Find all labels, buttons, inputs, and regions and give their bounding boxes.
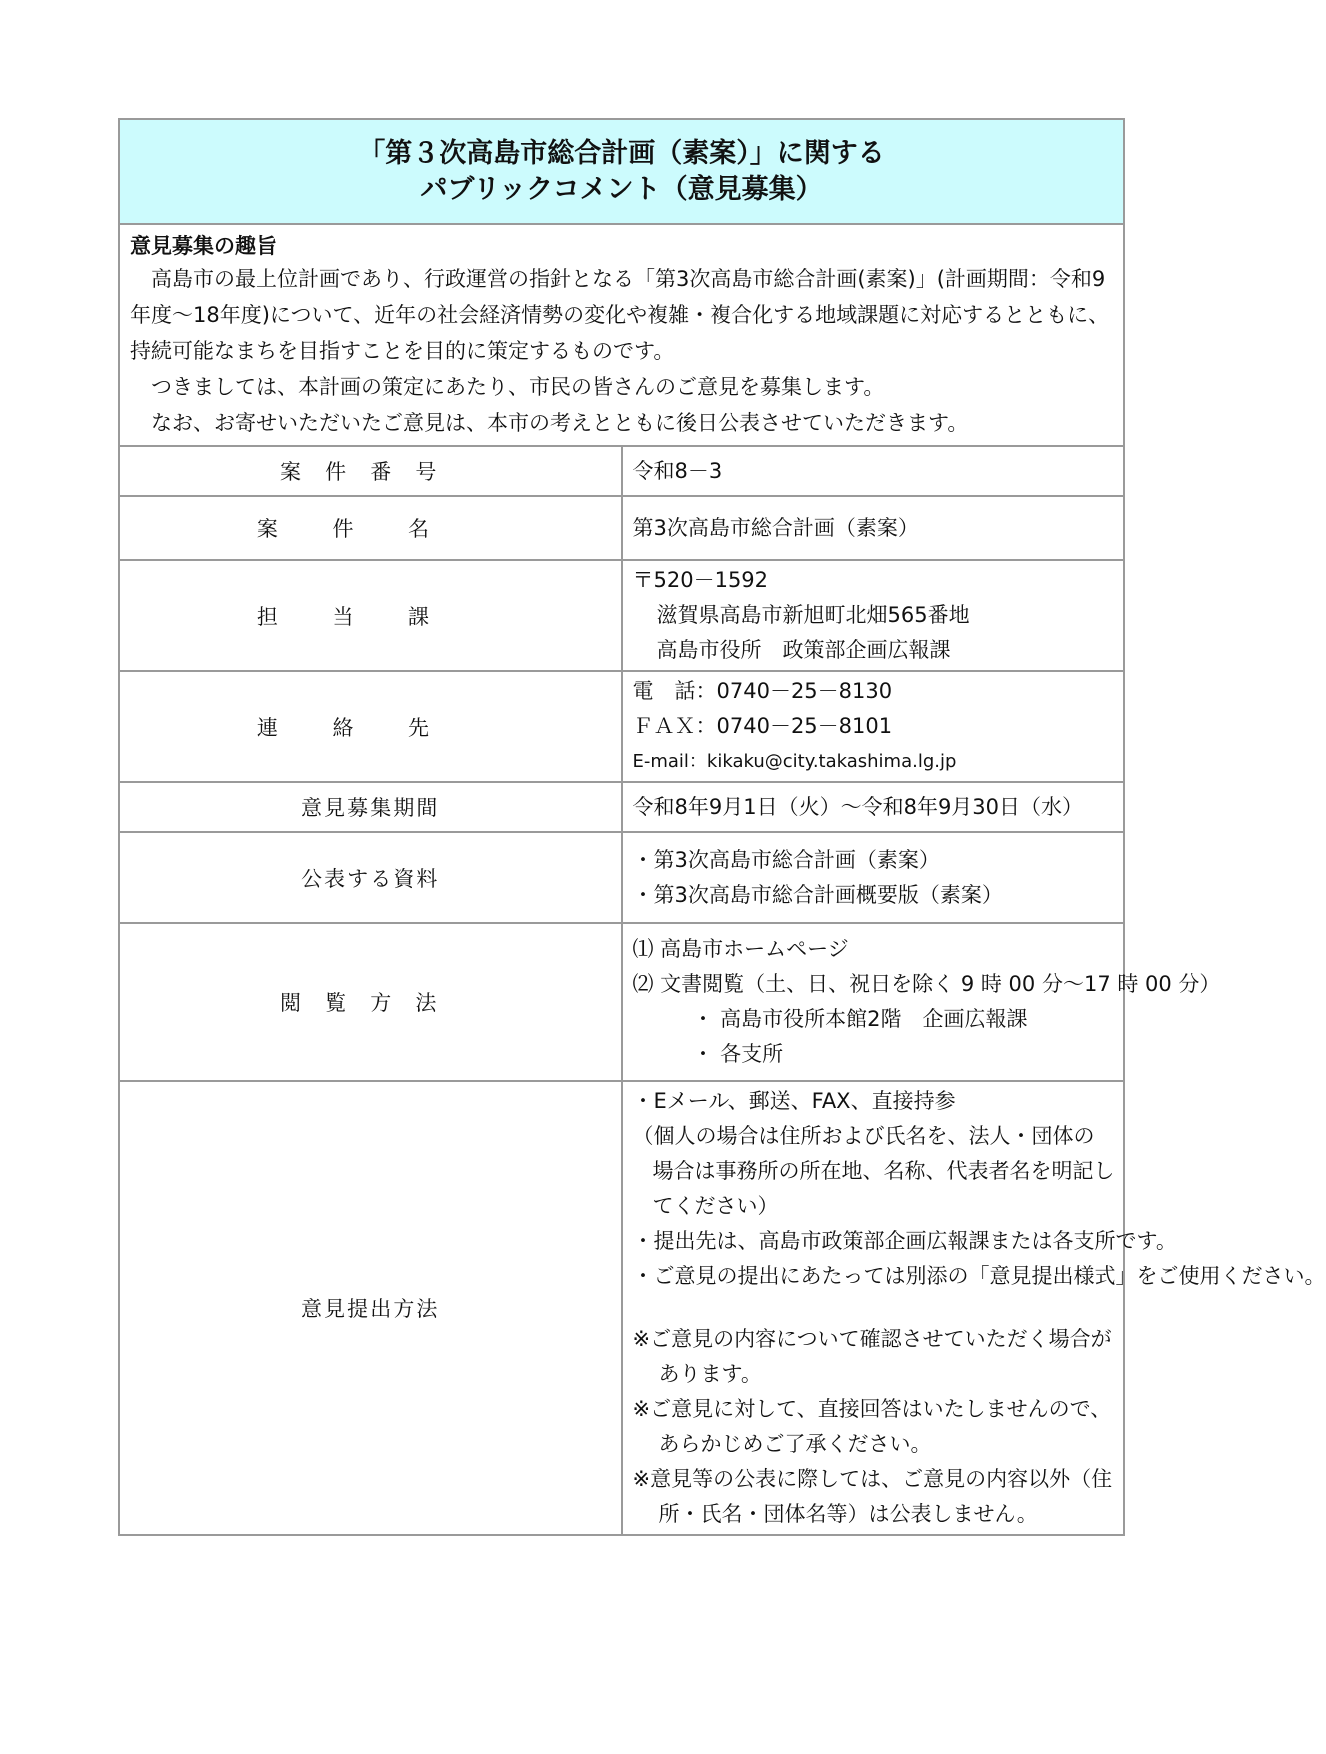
title-cell [119, 119, 1124, 224]
submission-spacer [633, 1294, 1116, 1322]
submission-line-4: ・ご意見の提出にあたっては別添の「意見提出様式」をご使用ください。 [632, 1264, 1326, 1288]
case-number-label: 案件番号 [119, 446, 622, 496]
case-name-label: 案件名 [119, 496, 622, 560]
submission-line-2: （個人の場合は住所および氏名を、法人・団体の場合は事務所の所在地、名称、代表者名を明記してください） [632, 1124, 1115, 1218]
submission-label: 意見提出方法 [119, 1081, 622, 1535]
materials-item-1: ・第3次高島市総合計画（素案） [632, 847, 940, 872]
viewing-label: 閲覧方法 [119, 923, 622, 1081]
contact-email: E-mail：kikaku@city.takashima.lg.jp [632, 751, 957, 772]
department-postal: 〒520－1592 [632, 568, 769, 592]
department-label: 担当課 [119, 560, 622, 671]
department-office: 高島市役所 政策部企画広報課 [656, 638, 951, 662]
submission-note-2: ※ご意見に対して、直接回答はいたしませんので、あらかじめご了承ください。 [632, 1397, 1112, 1456]
purpose-heading: 意見募集の趣旨 [130, 234, 277, 258]
materials-value [622, 832, 1125, 923]
viewing-sub-1: ・ 高島市役所本館2階 企画広報課 [692, 1007, 1028, 1031]
viewing-item-2: ⑵ 文書閲覧（土、日、祝日を除く 9 時 00 分～17 時 00 分） [632, 972, 1221, 996]
department-value [622, 560, 1125, 671]
contact-label: 連絡先 [119, 671, 622, 782]
title-line-2: パブリックコメント（意見募集） [420, 173, 823, 205]
public-comment-table [118, 118, 1326, 1536]
case-number-value: 令和8－3 [622, 446, 1125, 496]
submission-note-1: ※ご意見の内容について確認させていただく場合があります。 [632, 1327, 1112, 1386]
viewing-sub-2: ・ 各支所 [692, 1042, 784, 1066]
submission-note-3: ※意見等の公表に際しては、ご意見の内容以外（住所・氏名・団体名等）は公表しません。 [632, 1467, 1113, 1526]
materials-item-2: ・第3次高島市総合計画概要版（素案） [632, 882, 1003, 907]
purpose-paragraph-1: 高島市の最上位計画であり、行政運営の指針となる「第3次高島市総合計画(素案)」(計画期間：令和9年度～18年度)について、近年の社会経済情勢の変化や複雑・複合化する地域課題に対応するとともに、持続可能なまちを目指すことを目的に策定するものです。 [130, 267, 1110, 363]
contact-value [622, 671, 1125, 782]
materials-label: 公表する資料 [119, 832, 622, 923]
contact-phone: 電 話：0740－25－8130 [632, 679, 893, 703]
department-address: 滋賀県高島市新旭町北畑565番地 [656, 603, 970, 627]
submission-line-3: ・提出先は、高島市政策部企画広報課または各支所です。 [632, 1229, 1177, 1253]
period-label: 意見募集期間 [119, 782, 622, 832]
purpose-paragraph-3: なお、お寄せいただいたご意見は、本市の考えとともに後日公表させていただきます。 [151, 411, 969, 435]
purpose-paragraph-2: つきましては、本計画の策定にあたり、市民の皆さんのご意見を募集します。 [151, 375, 885, 399]
submission-value [622, 1081, 1326, 1535]
purpose-section [119, 224, 1124, 446]
title-line-1: 「第３次高島市総合計画（素案）」に関する [358, 137, 885, 169]
case-name-value: 第3次高島市総合計画（素案） [622, 496, 1125, 560]
period-value: 令和8年9月1日（火）～令和8年9月30日（水） [622, 782, 1125, 832]
contact-fax: ＦＡＸ：0740－25－8101 [632, 714, 893, 738]
submission-line-1: ・Eメール、郵送、FAX、直接持参 [632, 1089, 956, 1113]
viewing-item-1: ⑴ 高島市ホームページ [632, 937, 849, 961]
viewing-value [622, 923, 1221, 1081]
